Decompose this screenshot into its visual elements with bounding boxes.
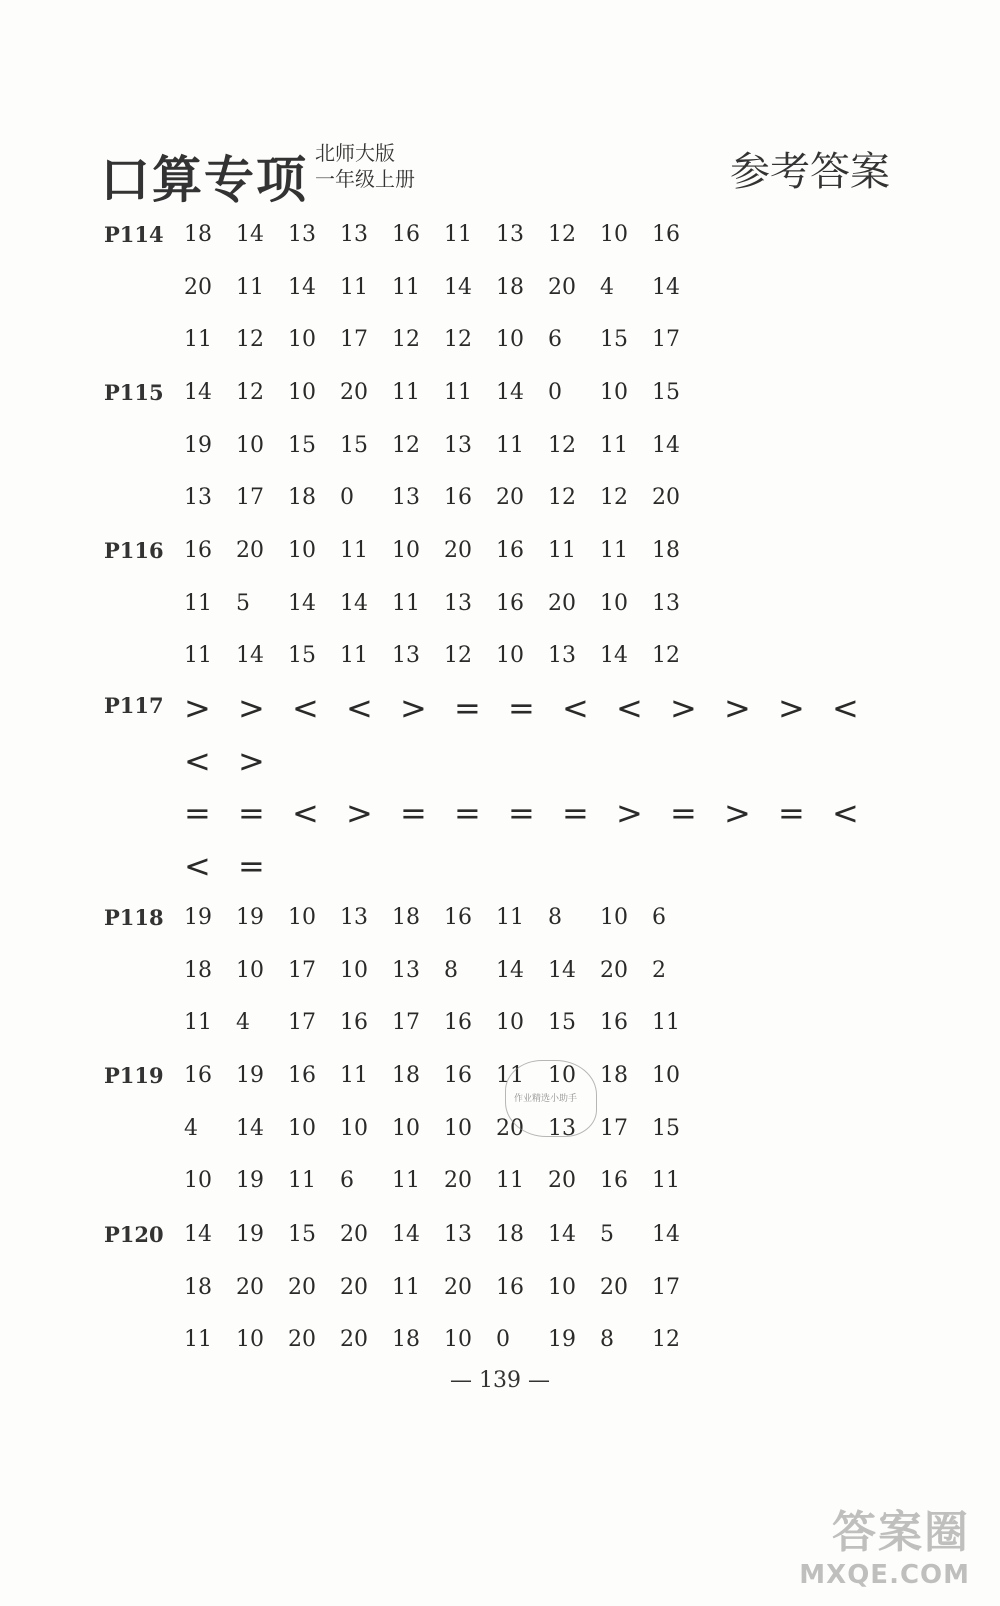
- answer-value: 12: [600, 485, 628, 510]
- answer-value: 18: [496, 274, 524, 300]
- answer-value: 16: [444, 485, 472, 510]
- answer-value: 19: [236, 1063, 264, 1088]
- answer-value: 20: [340, 1222, 368, 1247]
- answer-value: 20: [600, 957, 628, 983]
- answer-value: 20: [496, 485, 524, 510]
- answer-value: 18: [600, 1063, 628, 1088]
- answer-value: 15: [340, 432, 368, 458]
- comparison-symbol: <: [184, 846, 211, 885]
- answer-value: 13: [444, 1222, 472, 1247]
- answer-value: 13: [184, 485, 212, 510]
- answer-value: 19: [236, 1168, 264, 1193]
- comparison-symbol: >: [238, 741, 265, 780]
- page-footer: — 139 —: [450, 1368, 550, 1393]
- comparison-symbol: =: [670, 794, 697, 832]
- answer-value: 11: [392, 1274, 420, 1300]
- answer-value: 16: [444, 1010, 472, 1035]
- answer-value: 0: [340, 485, 354, 510]
- answer-value: 13: [340, 905, 368, 930]
- answer-value: 14: [392, 1222, 420, 1247]
- answer-value: 18: [496, 1222, 524, 1247]
- answer-value: 17: [288, 1010, 316, 1035]
- comparison-symbol: =: [454, 689, 481, 727]
- answer-value: 11: [600, 432, 628, 458]
- answer-value: 11: [340, 1063, 368, 1088]
- answer-value: 0: [548, 380, 562, 405]
- answer-value: 15: [288, 432, 316, 458]
- answer-value: 11: [184, 590, 212, 616]
- answer-value: 16: [184, 1063, 212, 1088]
- answer-value: 13: [444, 590, 472, 616]
- comparison-symbol: =: [400, 794, 427, 832]
- answer-value: 19: [548, 1327, 576, 1352]
- answer-value: 8: [548, 905, 562, 930]
- answer-value: 10: [652, 1063, 680, 1088]
- answer-value: 14: [548, 957, 576, 983]
- answer-value: 17: [392, 1010, 420, 1035]
- answer-value: 20: [600, 1274, 628, 1300]
- answer-value: 11: [444, 222, 472, 247]
- answer-value: 15: [288, 1222, 316, 1247]
- answer-value: 14: [236, 222, 264, 247]
- answer-value: 10: [184, 1168, 212, 1193]
- section-label: P116: [104, 538, 164, 563]
- comparison-symbol: >: [238, 689, 265, 727]
- answer-value: 10: [288, 538, 316, 563]
- answer-value: 11: [392, 274, 420, 300]
- answer-value: 12: [392, 327, 420, 352]
- answer-value: 4: [236, 1010, 250, 1035]
- answer-value: 14: [444, 274, 472, 300]
- answer-value: 20: [340, 380, 368, 405]
- answer-value: 12: [652, 1327, 680, 1352]
- answer-value: 12: [444, 643, 472, 668]
- edition-info: [315, 140, 415, 192]
- answer-value: 14: [548, 1222, 576, 1247]
- answer-value: 20: [548, 590, 576, 616]
- answer-value: 5: [236, 590, 250, 616]
- answer-value: 18: [392, 905, 420, 930]
- answer-value: 17: [236, 485, 264, 510]
- comparison-symbol: >: [400, 689, 427, 727]
- answer-value: 20: [340, 1327, 368, 1352]
- comparison-symbol: >: [778, 689, 805, 727]
- answer-value: 13: [288, 222, 316, 247]
- answer-value: 16: [652, 222, 680, 247]
- comparison-symbol: =: [778, 794, 805, 832]
- comparison-symbol: >: [616, 794, 643, 832]
- answer-value: 15: [652, 380, 680, 405]
- answer-value: 19: [184, 432, 212, 458]
- answer-value: 10: [600, 590, 628, 616]
- answer-value: 5: [600, 1222, 614, 1247]
- answer-value: 11: [652, 1010, 680, 1035]
- answer-value: 11: [444, 380, 472, 405]
- answer-value: 14: [288, 274, 316, 300]
- answer-value: 14: [496, 380, 524, 405]
- answer-value: 10: [496, 643, 524, 668]
- watermark: [799, 1496, 970, 1590]
- answer-value: 10: [392, 538, 420, 563]
- answer-value: 8: [444, 957, 458, 983]
- answer-value: 18: [184, 222, 212, 247]
- answer-value: 12: [444, 327, 472, 352]
- comparison-symbol: <: [292, 689, 319, 727]
- answer-value: 10: [236, 1327, 264, 1352]
- answer-value: 19: [236, 905, 264, 930]
- answer-value: 18: [392, 1063, 420, 1088]
- answer-value: 10: [444, 1115, 472, 1141]
- comparison-symbol: =: [508, 794, 535, 832]
- comparison-symbol: =: [184, 794, 211, 832]
- answer-value: 20: [548, 274, 576, 300]
- section-label: P120: [104, 1222, 164, 1247]
- answer-value: 11: [392, 1168, 420, 1193]
- brand-title: 口算专项: [100, 151, 308, 209]
- answer-value: 16: [392, 222, 420, 247]
- edition-line1: 北师大版: [315, 141, 395, 165]
- section-label: P114: [104, 222, 164, 247]
- comparison-symbol: >: [184, 689, 211, 727]
- comparison-symbol: <: [562, 689, 589, 727]
- comparison-symbol: <: [832, 689, 859, 727]
- answer-value: 17: [652, 327, 680, 352]
- answer-value: 13: [392, 643, 420, 668]
- answer-value: 10: [236, 957, 264, 983]
- comparison-symbol: =: [238, 846, 265, 885]
- answer-value: 16: [496, 590, 524, 616]
- answer-value: 10: [444, 1327, 472, 1352]
- answer-value: 20: [288, 1327, 316, 1352]
- answer-value: 11: [184, 643, 212, 668]
- answer-value: 10: [496, 1010, 524, 1035]
- comparison-symbol: <: [184, 741, 211, 780]
- answer-value: 11: [392, 380, 420, 405]
- answer-value: 20: [288, 1274, 316, 1300]
- answer-value: 10: [288, 1115, 316, 1141]
- answer-value: 6: [340, 1168, 354, 1193]
- answer-value: 11: [392, 590, 420, 616]
- answer-value: 14: [288, 590, 316, 616]
- comparison-symbol: =: [508, 689, 535, 727]
- answer-value: 4: [600, 274, 614, 300]
- answer-value: 16: [600, 1168, 628, 1193]
- answer-value: 12: [652, 643, 680, 668]
- answer-value: 14: [652, 274, 680, 300]
- answers-title: 参考答案: [730, 149, 890, 195]
- answer-value: 20: [184, 274, 212, 300]
- answer-value: 13: [548, 643, 576, 668]
- edition-line2: 一年级上册: [315, 167, 415, 191]
- answer-value: 20: [236, 1274, 264, 1300]
- answer-value: 10: [236, 432, 264, 458]
- answer-value: 11: [340, 274, 368, 300]
- watermark-line1: 答案圈: [832, 1507, 970, 1558]
- answer-value: 11: [652, 1168, 680, 1193]
- comparison-symbol: <: [292, 794, 319, 832]
- answer-value: 17: [600, 1115, 628, 1141]
- page-number: 139: [479, 1368, 521, 1393]
- answer-value: 19: [184, 905, 212, 930]
- answer-value: 13: [392, 485, 420, 510]
- answer-value: 19: [236, 1222, 264, 1247]
- answer-value: 20: [444, 538, 472, 563]
- answer-value: 18: [184, 1274, 212, 1300]
- answer-value: 14: [496, 957, 524, 983]
- section-label: P118: [104, 905, 164, 930]
- answer-value: 10: [548, 1274, 576, 1300]
- comparison-symbol: >: [724, 689, 751, 727]
- comparison-symbol: >: [346, 794, 373, 832]
- answer-value: 10: [288, 380, 316, 405]
- answer-value: 16: [444, 1063, 472, 1088]
- comparison-symbol: >: [670, 689, 697, 727]
- answer-value: 10: [288, 905, 316, 930]
- answer-value: 10: [600, 380, 628, 405]
- answer-value: 16: [496, 538, 524, 563]
- comparison-symbol: =: [454, 794, 481, 832]
- answer-value: 12: [548, 432, 576, 458]
- answer-value: 12: [392, 432, 420, 458]
- answer-value: 6: [548, 327, 562, 352]
- answer-value: 15: [600, 327, 628, 352]
- answer-value: 14: [184, 1222, 212, 1247]
- section-label: P115: [104, 380, 164, 405]
- answer-value: 10: [600, 222, 628, 247]
- answer-value: 2: [652, 957, 666, 983]
- answer-value: 11: [496, 1168, 524, 1193]
- answer-value: 11: [184, 1010, 212, 1035]
- answer-value: 16: [288, 1063, 316, 1088]
- answer-value: 11: [600, 538, 628, 563]
- answer-value: 4: [184, 1115, 198, 1141]
- answer-value: 20: [548, 1168, 576, 1193]
- answer-value: 13: [444, 432, 472, 458]
- answer-value: 11: [184, 327, 212, 352]
- answer-value: 14: [184, 380, 212, 405]
- answer-value: 17: [288, 957, 316, 983]
- answer-value: 16: [496, 1274, 524, 1300]
- answer-value: 18: [652, 538, 680, 563]
- comparison-symbol: >: [724, 794, 751, 832]
- answer-value: 11: [496, 905, 524, 930]
- answer-value: 10: [392, 1115, 420, 1141]
- answer-value: 15: [288, 643, 316, 668]
- answer-value: 15: [652, 1115, 680, 1141]
- answer-value: 10: [340, 957, 368, 983]
- answer-value: 16: [340, 1010, 368, 1035]
- answer-value: 11: [288, 1168, 316, 1193]
- answer-value: 20: [236, 538, 264, 563]
- answer-value: 10: [288, 327, 316, 352]
- stamp: [505, 1060, 597, 1137]
- answer-value: 14: [236, 643, 264, 668]
- answer-value: 13: [340, 222, 368, 247]
- answer-value: 20: [340, 1274, 368, 1300]
- answer-value: 12: [548, 222, 576, 247]
- section-label: P117: [104, 693, 164, 718]
- answer-value: 11: [340, 643, 368, 668]
- comparison-symbol: <: [346, 689, 373, 727]
- answer-value: 16: [444, 905, 472, 930]
- section-label: P119: [104, 1063, 164, 1088]
- answer-value: 20: [444, 1168, 472, 1193]
- page-header: [100, 130, 890, 210]
- comparison-symbol: =: [238, 794, 265, 832]
- answer-value: 10: [548, 1063, 576, 1088]
- answer-value: 10: [340, 1115, 368, 1141]
- answer-value: 11: [548, 538, 576, 563]
- answer-value: 17: [340, 327, 368, 352]
- answer-value: 14: [340, 590, 368, 616]
- stamp-text: 作业精选小助手: [514, 1094, 578, 1104]
- answer-value: 16: [600, 1010, 628, 1035]
- answer-value: 10: [496, 327, 524, 352]
- comparison-symbol: <: [616, 689, 643, 727]
- answer-value: 13: [652, 590, 680, 616]
- answer-value: 6: [652, 905, 666, 930]
- answer-value: 14: [652, 432, 680, 458]
- answer-value: 13: [548, 1115, 576, 1141]
- answer-value: 8: [600, 1327, 614, 1352]
- answer-value: 13: [496, 222, 524, 247]
- answer-value: 20: [496, 1115, 524, 1141]
- answer-value: 18: [184, 957, 212, 983]
- answer-value: 14: [600, 643, 628, 668]
- answer-value: 13: [392, 957, 420, 983]
- answer-value: 20: [444, 1274, 472, 1300]
- comparison-symbol: <: [832, 794, 859, 832]
- answer-value: 0: [496, 1327, 510, 1352]
- answer-value: 12: [236, 327, 264, 352]
- answer-value: 16: [184, 538, 212, 563]
- answer-value: 12: [548, 485, 576, 510]
- answer-value: 11: [340, 538, 368, 563]
- answer-value: 14: [652, 1222, 680, 1247]
- answer-value: 20: [652, 485, 680, 510]
- answer-value: 18: [392, 1327, 420, 1352]
- answer-value: 12: [236, 380, 264, 405]
- answer-value: 11: [496, 1063, 524, 1088]
- answer-value: 11: [236, 274, 264, 300]
- answer-value: 11: [496, 432, 524, 458]
- answer-value: 17: [652, 1274, 680, 1300]
- watermark-line2: MXQE.COM: [799, 1560, 970, 1590]
- answer-value: 18: [288, 485, 316, 510]
- answer-value: 14: [236, 1115, 264, 1141]
- answer-value: 10: [600, 905, 628, 930]
- answer-value: 15: [548, 1010, 576, 1035]
- answer-value: 11: [184, 1327, 212, 1352]
- comparison-symbol: =: [562, 794, 589, 832]
